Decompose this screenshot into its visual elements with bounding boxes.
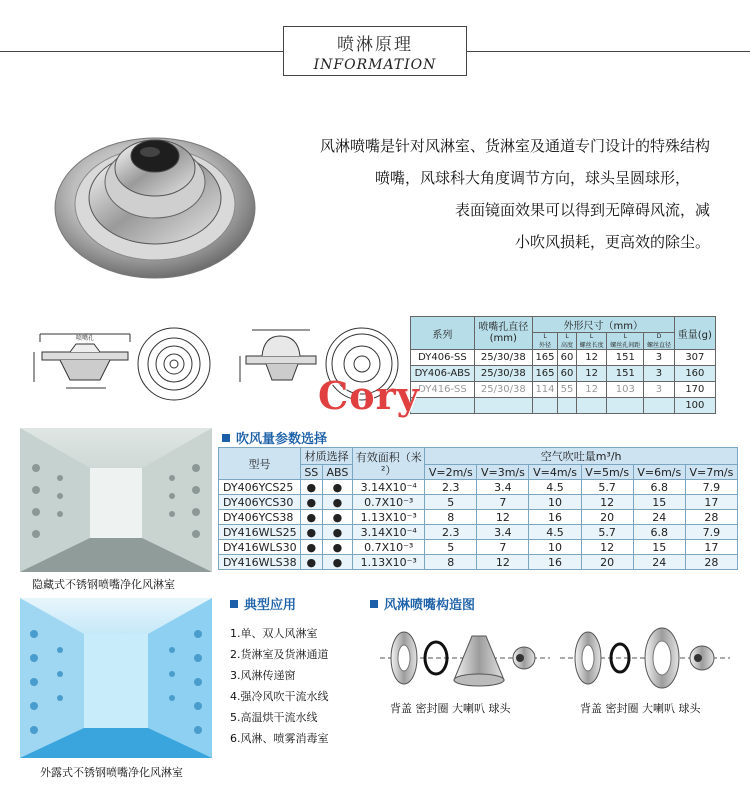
airflow-row: DY416WLS30 ● ● 0.7X10⁻³ 5 7 10 12 15 17 [219,540,738,555]
spec-row: DY416-SS 25/30/38 114 55 12 103 3 170 [411,382,716,398]
spec-row: DY406-SS 25/30/38 165 60 12 151 3 307 [411,350,716,366]
spec-header-series: 系列 [411,317,475,350]
structure-labels-left: 背盖 密封圈 大喇叭 球头 [390,702,511,715]
header-title-box [283,26,467,76]
intro-line: 小吹风损耗，更高效的除尘。 [514,233,710,251]
spec-row: 100 [411,398,716,414]
header-title-cn: 喷淋原理 [337,35,413,55]
air-shower-photo-exposed [20,598,212,758]
spec-subheader: L 螺丝长度 [576,333,607,350]
watermark: Cory [318,373,420,418]
air-shower-photo-hidden [20,428,212,572]
intro-text [230,130,710,258]
list-item: 5.高温烘干流水线 [230,711,318,724]
airflow-header-volume: 空气吹吐量m³/h [425,448,738,465]
structure-labels-right: 背盖 密封圈 大喇叭 球头 [580,702,701,715]
spec-subheader: L 外径 [532,333,557,350]
airflow-header-speed: V=4m/s [529,465,581,480]
spec-row: DY406-ABS 25/30/38 165 60 12 151 3 160 [411,366,716,382]
spec-header-aperture: 喷嘴孔直径(mm) [474,317,532,350]
header-rule-left [0,51,283,52]
nozzle-photo [52,112,258,280]
nozzle-exploded-diagram [380,622,740,696]
list-item: 2.货淋室及货淋通道 [230,648,329,661]
applications-section-title: 典型应用 [230,594,296,613]
drawing-side-view-2 [236,322,328,404]
spec-subheader: L 高度 [558,333,577,350]
photo-caption-hidden: 隐藏式不锈钢喷嘴净化风淋室 [32,578,175,591]
list-item: 1.单、双人风淋室 [230,627,318,640]
square-bullet-icon [222,434,230,442]
airflow-header-model: 型号 [219,448,301,480]
airflow-header-abs: ABS [322,465,353,480]
spec-table [410,316,716,414]
structure-section-title: 风淋喷嘴构造图 [370,594,475,613]
airflow-header-material: 材质选择 [301,448,353,465]
spec-header-weight: 重量(g) [674,317,715,350]
airflow-header-area: 有效面积（米²） [353,448,425,480]
airflow-header-speed: V=6m/s [633,465,685,480]
header-rule-right [467,51,750,52]
square-bullet-icon [370,600,378,608]
exploded-set-right [560,628,730,688]
square-bullet-icon [230,600,238,608]
drawing-side-view-1 [26,322,144,404]
airflow-row: DY416WLS25 ● ● 3.14X10⁻⁴ 2.3 3.4 4.5 5.7 6.8 7.9 [219,525,738,540]
spec-header-dims: 外形尺寸（mm） [532,317,674,333]
airflow-row: DY416WLS38 ● ● 1.13X10⁻³ 8 12 16 20 24 28 [219,555,738,570]
airflow-row: DY406YCS25 ● ● 3.14X10⁻⁴ 2.3 3.4 4.5 5.7 6.8 7.9 [219,480,738,495]
intro-line: 风淋喷嘴是针对风淋室、货淋室及通道专门设计的特殊结构 [319,137,710,155]
photo-caption-exposed: 外露式不锈钢喷嘴净化风淋室 [40,766,183,779]
list-item: 3.风淋传递窗 [230,669,296,682]
airflow-row: DY406YCS30 ● ● 0.7X10⁻³ 5 7 10 12 15 17 [219,495,738,510]
header-title-en: INFORMATION [313,57,437,73]
drawing-top-view-1 [134,322,216,404]
spec-subheader: L 螺丝孔间距 [607,333,644,350]
intro-line: 表面镜面效果可以得到无障碍风流，减 [454,201,710,219]
airflow-row: DY406YCS38 ● ● 1.13X10⁻³ 8 12 16 20 24 28 [219,510,738,525]
airflow-section-title: 吹风量参数选择 [222,428,327,447]
airflow-header-speed: V=5m/s [581,465,633,480]
applications-list [230,623,329,749]
list-item: 4.强冷风吹干流水线 [230,690,329,703]
list-item: 6.风淋、喷雾消毒室 [230,732,329,745]
airflow-header-speed: V=3m/s [477,465,529,480]
airflow-header-speed: V=2m/s [425,465,477,480]
exploded-set-left [380,632,550,686]
svg-text:喷嘴孔: 喷嘴孔 [76,335,95,342]
spec-subheader: D 螺丝直径 [644,333,675,350]
intro-line: 喷嘴，风球科大角度调节方向，球头呈圆球形， [374,169,690,187]
airflow-header-ss: SS [301,465,323,480]
airflow-table [218,447,738,570]
airflow-header-speed: V=7m/s [685,465,737,480]
